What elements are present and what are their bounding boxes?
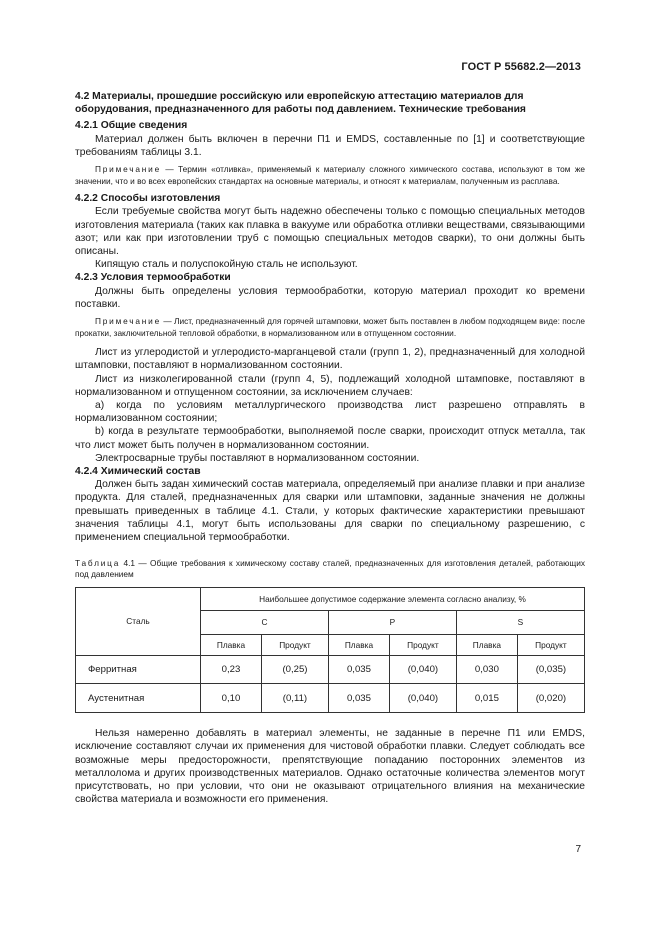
section-4-2-3-item-a: a) когда по условиям металлургического производства лист разрешено отправлять в нормализованном состоянии; bbox=[75, 400, 585, 425]
section-4-2-3-text3: Лист из низколегированной стали (групп 4, 5), подлежащий холодной штамповке, поставляют в нормализованном и отпущенном состоянии, за исключением случаев: bbox=[75, 373, 585, 398]
table-row bbox=[76, 684, 585, 713]
header-element-c: C bbox=[201, 611, 329, 635]
table-caption-text: 4.1 — Общие требования к химическому составу сталей, предназначенных для изготовления деталей, работающих под давлением bbox=[75, 558, 585, 580]
document-number: ГОСТ Р 55682.2—2013 bbox=[461, 61, 581, 73]
section-4-2-4-heading: 4.2.4 Химический состав bbox=[75, 466, 201, 478]
header-product: Продукт bbox=[261, 635, 328, 656]
header-element-s: S bbox=[456, 611, 584, 635]
section-4-2-1-text: Материал должен быть включен в перечни П1 и EMDS, составленные по [1] и соответствующие требованиям таблицы 3.1. bbox=[75, 133, 585, 158]
closing-text: Нельзя намеренно добавлять в материал элементы, не заданные в перечне П1 или EMDS, исключение составляют случаи их применения для чистовой обработки плавки. Следует соблюдать все возможные меры предосторожности, препятствующие попаданию посторонних элементов из металлолома и других производственных материалов. Однако остаточные количества элементов могут присутствовать, но при условии, что они не оказывают отрицательного влияния на механические свойства материала и возможности его применения. bbox=[75, 728, 585, 806]
section-4-2-3-text2: Лист из углеродистой и углеродисто-марганцевой стали (групп 1, 2), предназначенный для холодной штамповки, поставляют в нормализованном состоянии. bbox=[75, 347, 585, 372]
document-body bbox=[75, 90, 585, 806]
cell-value: 0,10 bbox=[201, 684, 262, 713]
note-text: — Лист, предназначенный для горячей штамповки, может быть поставлен в любом подходящем виде: после прокатки, заключительной тепловой обработки, в нормализованном или в отпущенном состоянии. bbox=[75, 316, 585, 338]
note-text: — Термин «отливка», применяемый к материалу сложного химического состава, используют в том же значении, что и во всех европейских стандартах на основные материалы, и относят к материалам, полученным из расплава. bbox=[75, 164, 585, 186]
row-steel-name: Ферритная bbox=[76, 656, 201, 684]
section-4-2-3-heading: 4.2.3 Условия термообработки bbox=[75, 272, 231, 284]
header-melt: Плавка bbox=[201, 635, 262, 656]
section-4-2-3-item-b: b) когда в результате термообработки, выполняемой после сварки, происходит отпуск металла, так что лист может быть получен в нормализованном состоянии. bbox=[75, 426, 585, 451]
section-4-2-4-text: Должен быть задан химический состав материала, определяемый при анализе плавки и при анализе продукта. Для сталей, предназначенных для сварки или штамповки, заданные значения не должны превышать приведенных в таблице 4.1. Стали, у которых фактические характеристики превышают значения таблицы 4.1, могут быть использованы для сварки по специальному разрешению, с применением специальной термообработки. bbox=[75, 479, 585, 544]
header-product: Продукт bbox=[389, 635, 456, 656]
section-4-2-title-line1: 4.2 Материалы, прошедшие российскую или европейскую аттестацию материалов для bbox=[75, 91, 524, 102]
row-steel-name: Аустенитная bbox=[76, 684, 201, 713]
table-row bbox=[76, 656, 585, 684]
section-4-2-1-note bbox=[75, 164, 585, 187]
cell-value: (0,035) bbox=[517, 656, 584, 684]
cell-value: 0,23 bbox=[201, 656, 262, 684]
section-4-2-2-heading: 4.2.2 Способы изготовления bbox=[75, 193, 221, 205]
section-4-2-2-text1: Если требуемые свойства могут быть надежно обеспечены только с помощью специальных методов изготовления материала (таких как плавка в вакууме или обработка отливки веществами, связывающими азот; или как при изготовлении труб с помощью специальных методов сварки), то они должны быть описаны. bbox=[75, 206, 585, 258]
section-4-2-3-text1: Должны быть определены условия термообработки, которую материал проходит ко времени поставки. bbox=[75, 285, 585, 310]
table-caption-label: Таблица bbox=[75, 558, 121, 569]
cell-value: 0,015 bbox=[456, 684, 517, 713]
table-caption bbox=[75, 558, 585, 580]
cell-value: 0,030 bbox=[456, 656, 517, 684]
chemical-composition-table bbox=[75, 587, 585, 713]
note-label: Примечание bbox=[95, 164, 162, 175]
header-melt: Плавка bbox=[456, 635, 517, 656]
note-label: Примечание bbox=[95, 316, 162, 327]
cell-value: (0,040) bbox=[389, 684, 456, 713]
section-4-2-2-text2: Кипящую сталь и полуспокойную сталь не используют. bbox=[95, 259, 358, 271]
header-melt: Плавка bbox=[328, 635, 389, 656]
cell-value: (0,25) bbox=[261, 656, 328, 684]
header-product: Продукт bbox=[517, 635, 584, 656]
cell-value: 0,035 bbox=[328, 656, 389, 684]
section-4-2-1-heading: 4.2.1 Общие сведения bbox=[75, 120, 188, 132]
page-number: 7 bbox=[575, 844, 581, 855]
section-4-2-title-line2: оборудования, предназначенного для работы под давлением. Технические требования bbox=[75, 104, 526, 116]
section-4-2-3-text4: Электросварные трубы поставляют в нормализованном состоянии. bbox=[95, 452, 420, 464]
cell-value: (0,020) bbox=[517, 684, 584, 713]
header-max-content: Наибольшее допустимое содержание элемента согласно анализу, % bbox=[201, 588, 585, 611]
section-4-2-3-note bbox=[75, 316, 585, 339]
cell-value: 0,035 bbox=[328, 684, 389, 713]
header-element-p: P bbox=[328, 611, 456, 635]
cell-value: (0,040) bbox=[389, 656, 456, 684]
cell-value: (0,11) bbox=[261, 684, 328, 713]
header-steel: Сталь bbox=[76, 588, 201, 656]
